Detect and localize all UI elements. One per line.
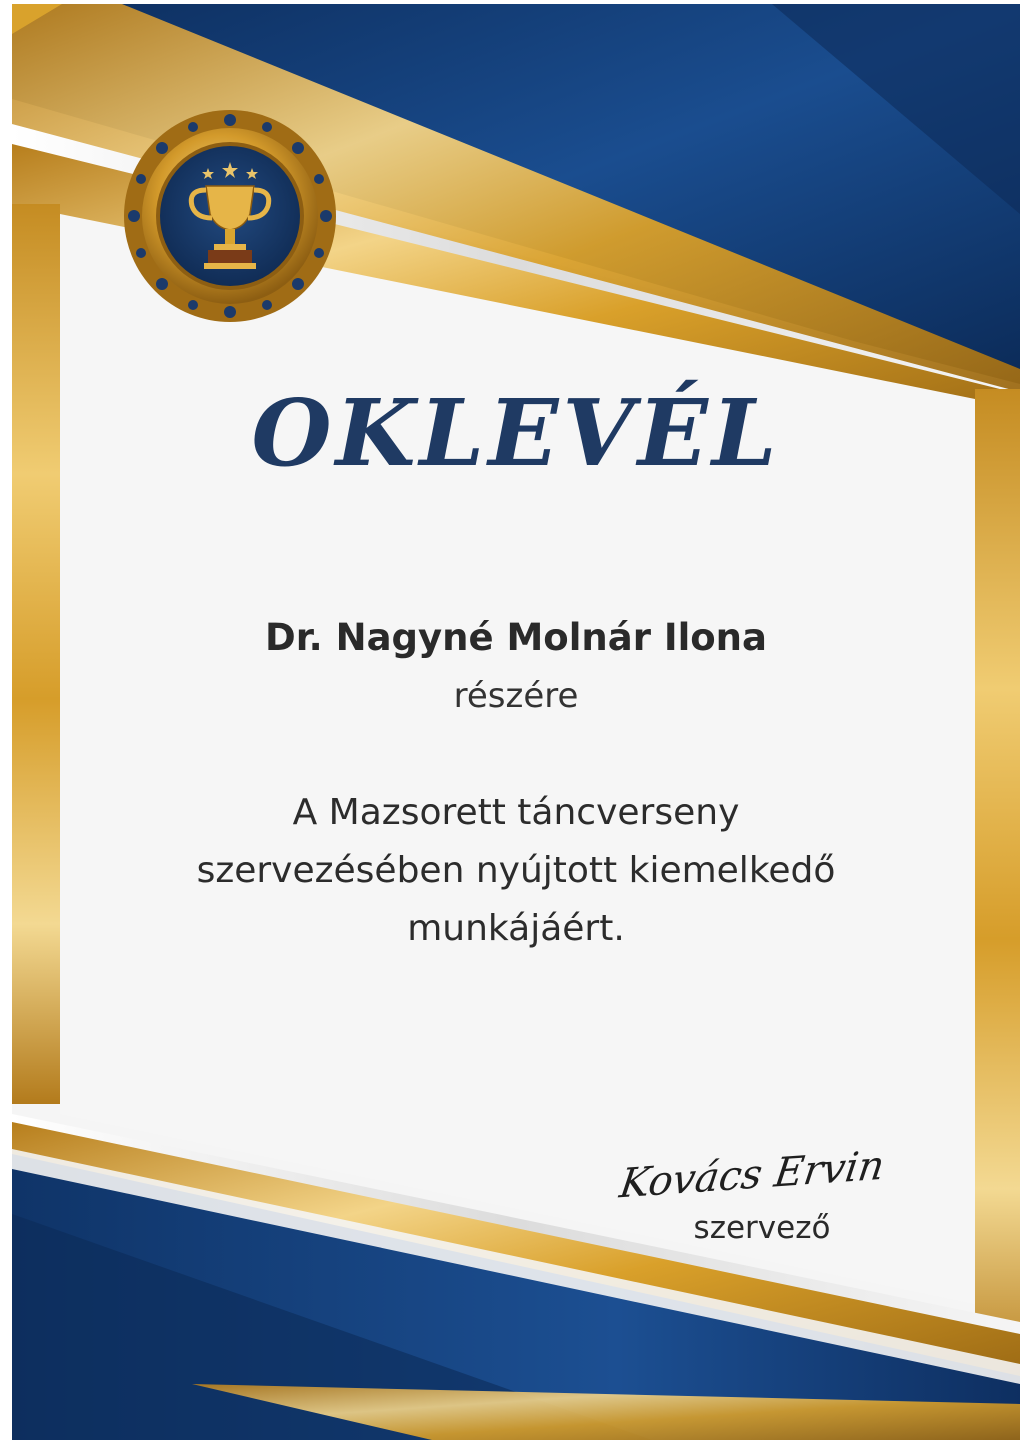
award-reason	[12, 784, 1020, 958]
award-reason-line: szervezésében nyújtott kiemelkedő	[196, 850, 836, 891]
seal-badge	[124, 110, 336, 322]
signature: Kovács Ervin	[616, 1142, 888, 1208]
award-reason-line: munkájáért.	[407, 908, 625, 949]
certificate	[12, 4, 1020, 1440]
recipient-suffix: részére	[453, 676, 579, 716]
certificate-title: OKLEVÉL	[251, 379, 781, 487]
award-reason-line: A Mazsorett táncverseny	[292, 792, 740, 833]
recipient-name: Dr. Nagyné Molnár Ilona	[264, 616, 767, 659]
signature-role: szervező	[693, 1210, 831, 1246]
